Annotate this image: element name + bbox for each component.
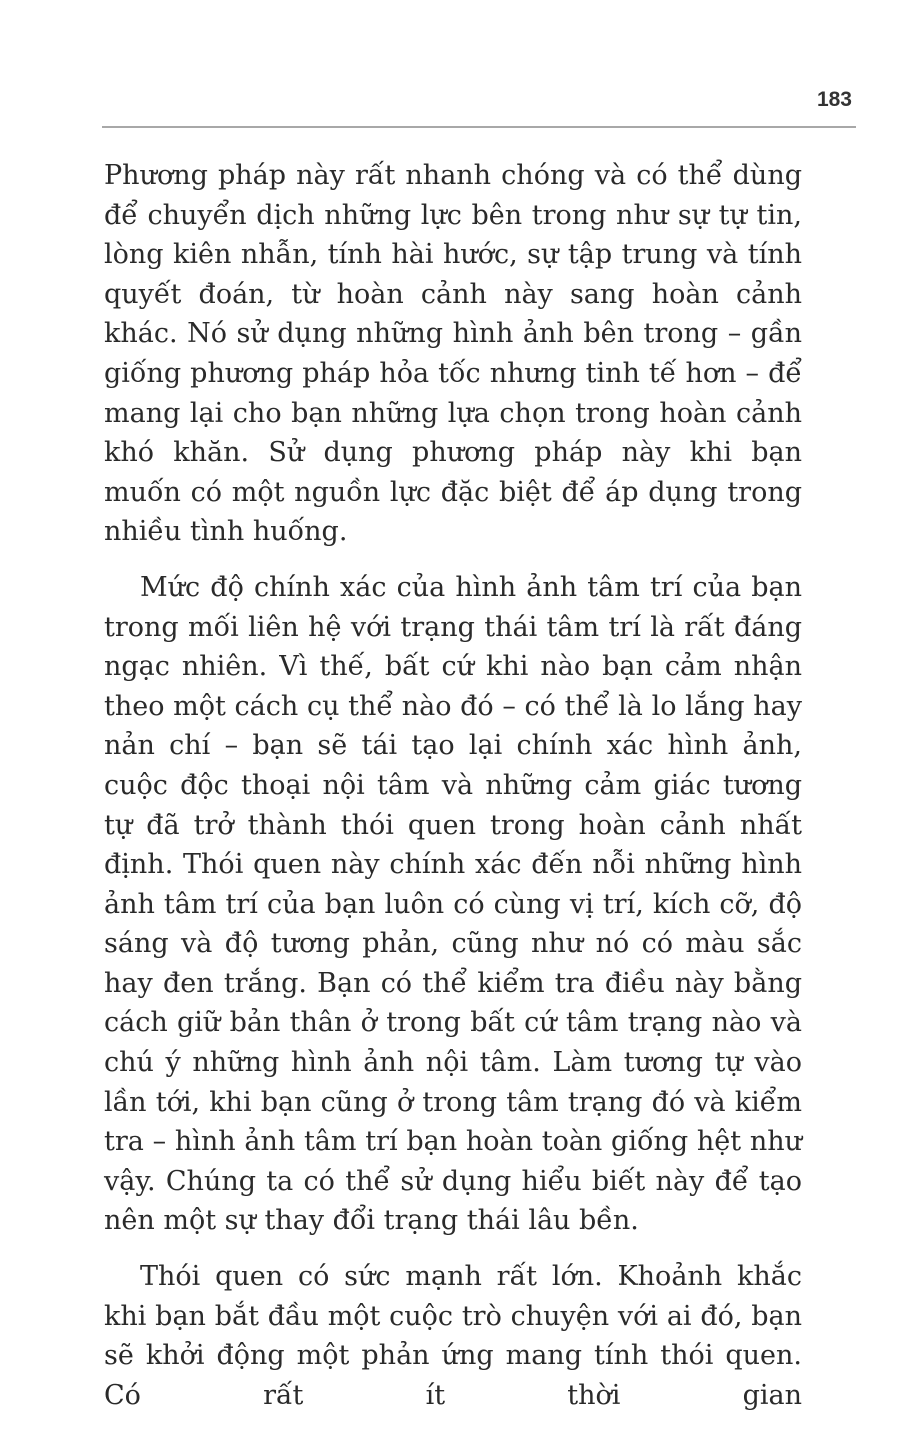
- paragraph-2: Mức độ chính xác của hình ảnh tâm trí của bạn trong mối liên hệ với trạng thái tâm trí là rất đáng ngạc nhiên. Vì thế, bất cứ khi nào bạn cảm nhận theo một cách cụ thể nào đó – có thể là lo lắng hay nản chí – bạn sẽ tái tạo lại chính xác hình ảnh, cuộc độc thoại nội tâm và những cảm giác tương tự đã trở thành thói quen trong hoàn cảnh nhất định. Thói quen này chính xác đến nỗi những hình ảnh tâm trí của bạn luôn có cùng vị trí, kích cỡ, độ sáng và độ tương phản, cũng như nó có màu sắc hay đen trắng. Bạn có thể kiểm tra điều này bằng cách giữ bản thân ở trong bất cứ tâm trạng nào và chú ý những hình ảnh nội tâm. Làm tương tự vào lần tới, khi bạn cũng ở trong tâm trạng đó và kiểm tra – hình ảnh tâm trí bạn hoàn toàn giống hệt như vậy. Chúng ta có thể sử dụng hiểu biết này để tạo nên một sự thay đổi trạng thái lâu bền.: [104, 571, 802, 1237]
- page-header: [102, 82, 856, 128]
- paragraph-1: Phương pháp này rất nhanh chóng và có thể dùng để chuyển dịch những lực bên trong như sự tự tin, lòng kiên nhẫn, tính hài hước, sự tập trung và tính quyết đoán, từ hoàn cảnh này sang hoàn cảnh khác. Nó sử dụng những hình ảnh bên trong – gần giống phương pháp hỏa tốc nhưng tinh tế hơn – để mang lại cho bạn những lựa chọn trong hoàn cảnh khó khăn. Sử dụng phương pháp này khi bạn muốn có một nguồn lực đặc biệt để áp dụng trong nhiều tình huống.: [104, 160, 802, 548]
- body-text: [104, 156, 802, 1415]
- page-number: 183: [816, 88, 852, 111]
- paragraph-3: Thói quen có sức mạnh rất lớn. Khoảnh khắc khi bạn bắt đầu một cuộc trò chuyện với ai đó, bạn sẽ khởi động một phản ứng mang tính thói quen. Có rất ít thời gian: [104, 1261, 802, 1411]
